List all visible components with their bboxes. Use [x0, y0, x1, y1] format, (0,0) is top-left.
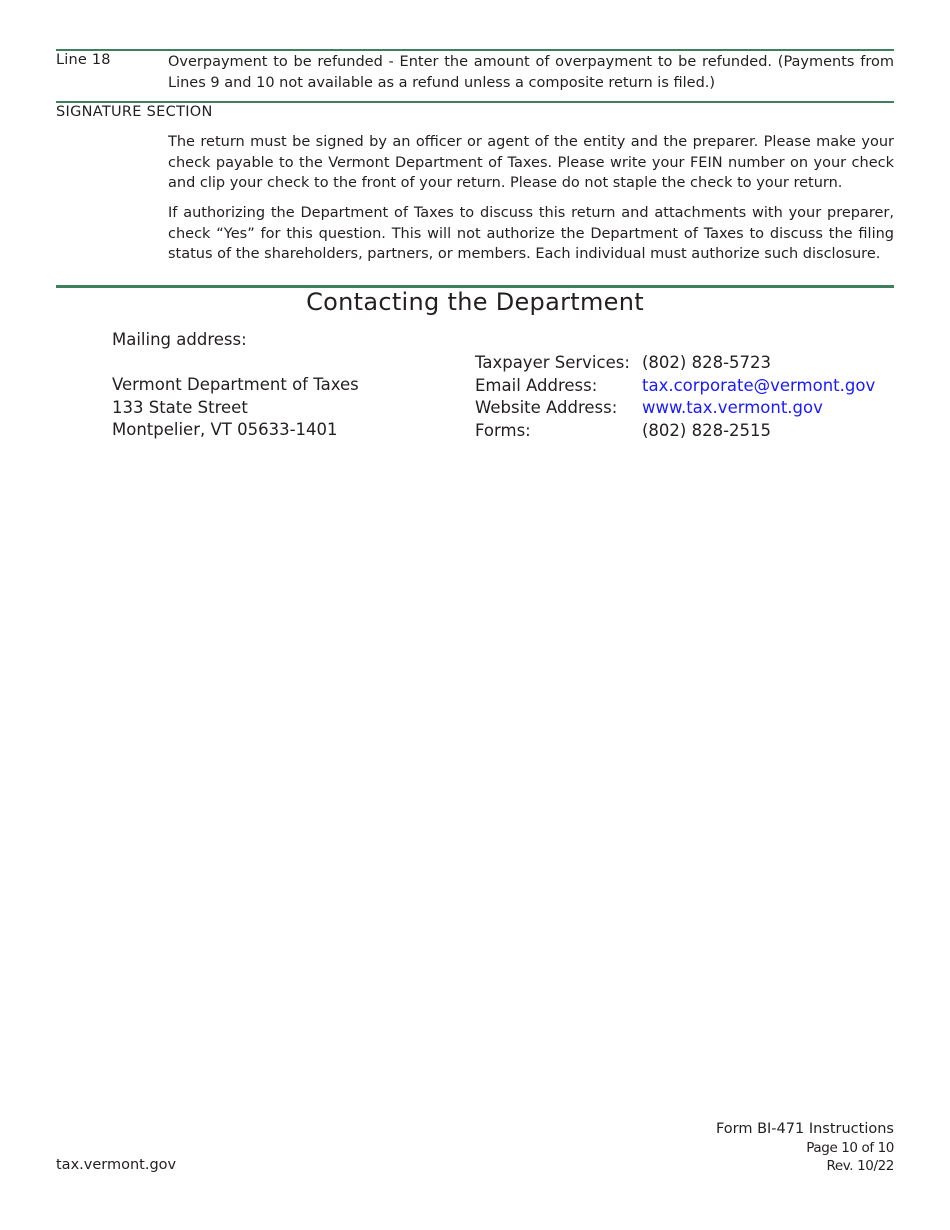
address-line: Vermont Department of Taxes [112, 375, 359, 394]
contact-row-website [475, 397, 875, 420]
contact-row-taxpayer-services [475, 352, 875, 375]
signature-section-heading: SIGNATURE SECTION [56, 104, 213, 120]
form-name: Form BI-471 Instructions [715, 1121, 894, 1137]
line-18-description: Overpayment to be refunded - Enter the amount of overpayment to be refunded. (Payments from Lines 9 and 10 not available as a refund unless a composite return is filed.) [168, 54, 894, 91]
signature-paragraph: The return must be signed by an officer or agent of the entity and the preparer. Please make your check payable to the Vermont Department of Taxes. Please write your FEIN number on your check and clip your check to the front of your return. Please do not staple the check to your return. [168, 134, 894, 191]
line-18-label: Line 18 [56, 52, 111, 68]
address-line: 133 State Street [112, 397, 248, 417]
contact-label: Forms: [475, 420, 531, 440]
authorization-paragraph: If authorizing the Department of Taxes to discuss this return and attachments with your preparer, check “Yes” for this question. This will not authorize the Department of Taxes to discuss the filing status of the shareholders, partners, or members. Each individual must authorize such disclosure. [168, 205, 894, 262]
revision-date: Rev. 10/22 [826, 1158, 894, 1174]
website-link[interactable]: www.tax.vermont.gov [642, 398, 823, 417]
section-divider [56, 101, 894, 103]
page-number: Page 10 of 10 [806, 1139, 894, 1156]
contact-title: Contacting the Department [306, 288, 644, 316]
address-line: Montpelier, VT 05633-1401 [112, 420, 338, 439]
email-link[interactable]: tax.corporate@vermont.gov [642, 375, 876, 395]
contact-info-table [475, 352, 875, 442]
top-divider [56, 49, 894, 51]
footer-website: tax.vermont.gov [56, 1157, 177, 1173]
mailing-address-label: Mailing address: [112, 330, 247, 349]
footer-form-info [716, 1120, 894, 1176]
taxpayer-services-phone: (802) 828-5723 [642, 353, 772, 372]
contact-label: Taxpayer Services: [475, 353, 630, 372]
contact-label: Email Address: [475, 375, 598, 395]
contact-row-forms [475, 420, 875, 443]
contact-row-email [475, 375, 875, 398]
forms-phone: (802) 828-2515 [642, 420, 772, 440]
mailing-address [112, 374, 359, 442]
contact-label: Website Address: [475, 398, 618, 417]
